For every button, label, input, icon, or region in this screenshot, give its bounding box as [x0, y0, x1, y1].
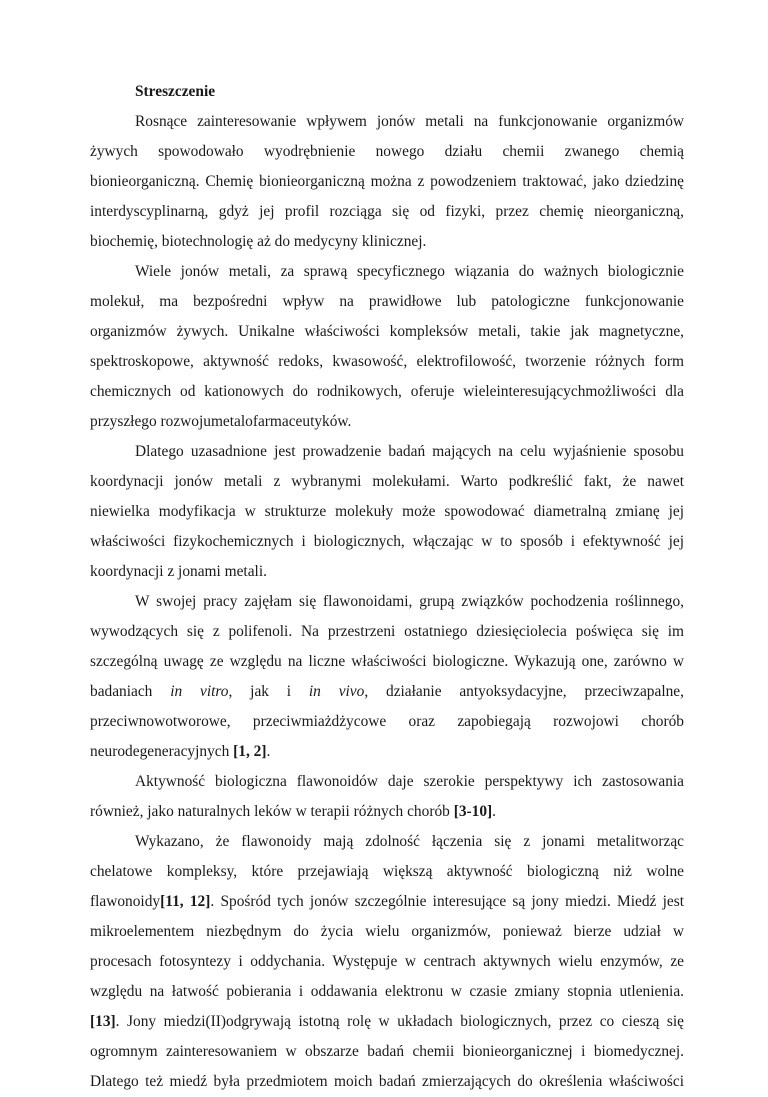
text-line: przyszłego rozwojumetalofarmaceutyków. — [90, 413, 352, 430]
text-line: interdyscyplinarną, gdyż jej profil rozciąga się od fizyki, przez chemię nieorganiczną, — [90, 203, 684, 220]
document-page — [90, 77, 684, 1097]
text-run: , jak i — [228, 683, 292, 700]
text-line — [90, 1007, 684, 1037]
text-line — [90, 887, 684, 917]
citation: [3-10] — [453, 803, 493, 820]
text-line: Dlatego uzasadnione jest prowadzenie badań mających na celu wyjaśnienie sposobu — [135, 443, 684, 460]
text-line: molekuł, ma bezpośredni wpływ na prawidłowe lub patologiczne funkcjonowanie — [90, 293, 684, 310]
paragraph-activity — [90, 767, 684, 827]
text-run: flawonoidy — [90, 893, 161, 910]
text-line: chelatowe kompleksy, które przejawiają większą aktywność biologiczną niż wolne — [90, 863, 684, 880]
text-run: neurodegeneracyjnych — [90, 743, 234, 760]
citation: [11, 12] — [160, 893, 211, 910]
text-run: , działanie antyoksydacyjne, przeciwzapalne, — [364, 683, 684, 700]
text-run: . — [266, 743, 271, 760]
text-line: bionieorganiczną. Chemię bionieorganiczną można z powodzeniem traktować, jako dziedzinę — [90, 173, 684, 190]
text-line: żywych spowodowało wyodrębnienie nowego działu chemii zwanego chemią — [90, 143, 684, 160]
text-line: koordynacji jonów metali z wybranymi molekułami. Warto podkreślić fakt, że nawet — [90, 473, 684, 490]
paragraph-copper — [90, 827, 684, 1097]
text-line: koordynacji z jonami metali. — [90, 563, 267, 580]
text-line: organizmów żywych. Unikalne właściwości kompleksów metali, takie jak magnetyczne, — [90, 323, 684, 340]
text-line: Wykazano, że flawonoidy mają zdolność łączenia się z jonami metalitworząc — [135, 833, 684, 850]
text-line: procesach fotosyntezy i oddychania. Występuje w centrach aktywnych wielu enzymów, ze — [90, 953, 684, 970]
text-line — [90, 797, 684, 827]
text-line: ogromnym zainteresowaniem w obszarze badań chemii bionieorganicznej i biomedycznej. — [90, 1043, 684, 1060]
citation: [1, 2] — [233, 743, 267, 760]
italic-term: in vivo — [308, 683, 365, 700]
text-line: szczególną uwagę ze względu na liczne właściwości biologiczne. Wykazują one, zarówno w — [90, 653, 684, 670]
text-line: Rosnące zainteresowanie wpływem jonów metali na funkcjonowanie organizmów — [135, 113, 684, 130]
text-line — [90, 737, 684, 767]
italic-term: in vitro — [170, 683, 229, 700]
text-line: przeciwnowotworowe, przeciwmiażdżycowe oraz zapobiegają rozwojowi chorób — [90, 713, 684, 730]
text-line: właściwości fizykochemicznych i biologicznych, włączając w to sposób i efektywność jej — [90, 533, 684, 550]
text-run: . Spośród tych jonów szczególnie interesujące są jony miedzi. Miedź jest — [210, 893, 684, 910]
text-line: Wiele jonów metali, za sprawą specyficznego wiązania do ważnych biologicznie — [135, 263, 684, 280]
paragraph-flavonoids — [90, 587, 684, 767]
text-run: również, jako naturalnych leków w terapii różnych chorób — [90, 803, 454, 820]
paragraph-intro — [90, 107, 684, 257]
text-run: badaniach — [90, 683, 153, 700]
text-line: wywodzących się z polifenoli. Na przestrzeni ostatniego dziesięciolecia poświęca się im — [90, 623, 684, 640]
text-line: Aktywność biologiczna flawonoidów daje szerokie perspektywy ich zastosowania — [135, 773, 684, 790]
text-line: spektroskopowe, aktywność redoks, kwasowość, elektrofilowość, tworzenie różnych form — [90, 353, 684, 370]
text-line: W swojej pracy zajęłam się flawonoidami, grupą związków pochodzenia roślinnego, — [135, 593, 684, 610]
section-heading: Streszczenie — [135, 83, 216, 100]
text-run: . — [492, 803, 497, 820]
text-line — [90, 677, 684, 707]
paragraph-coordination — [90, 437, 684, 587]
paragraph-metal-ions — [90, 257, 684, 437]
text-line: mikroelementem niezbędnym do życia wielu organizmów, ponieważ bierze udział w — [90, 923, 684, 940]
text-line: Dlatego też miedź była przedmiotem moich badań zmierzających do określenia właściwości — [90, 1073, 684, 1090]
text-line: niewielka modyfikacja w strukturze molekuły może spowodować diametralną zmianę jej — [90, 503, 684, 520]
citation: [13] — [90, 1013, 116, 1030]
text-run: . Jony miedzi(II)odgrywają istotną rolę w układach biologicznych, przez co cieszą się — [115, 1013, 684, 1030]
text-line: biochemię, biotechnologię aż do medycyny klinicznej. — [90, 233, 427, 250]
text-line: względu na łatwość pobierania i oddawania elektronu w czasie zmiany stopnia utlenienia. — [90, 983, 684, 1000]
text-line: chemicznych od kationowych do rodnikowych, oferuje wieleinteresującychmożliwości dla — [90, 383, 684, 400]
